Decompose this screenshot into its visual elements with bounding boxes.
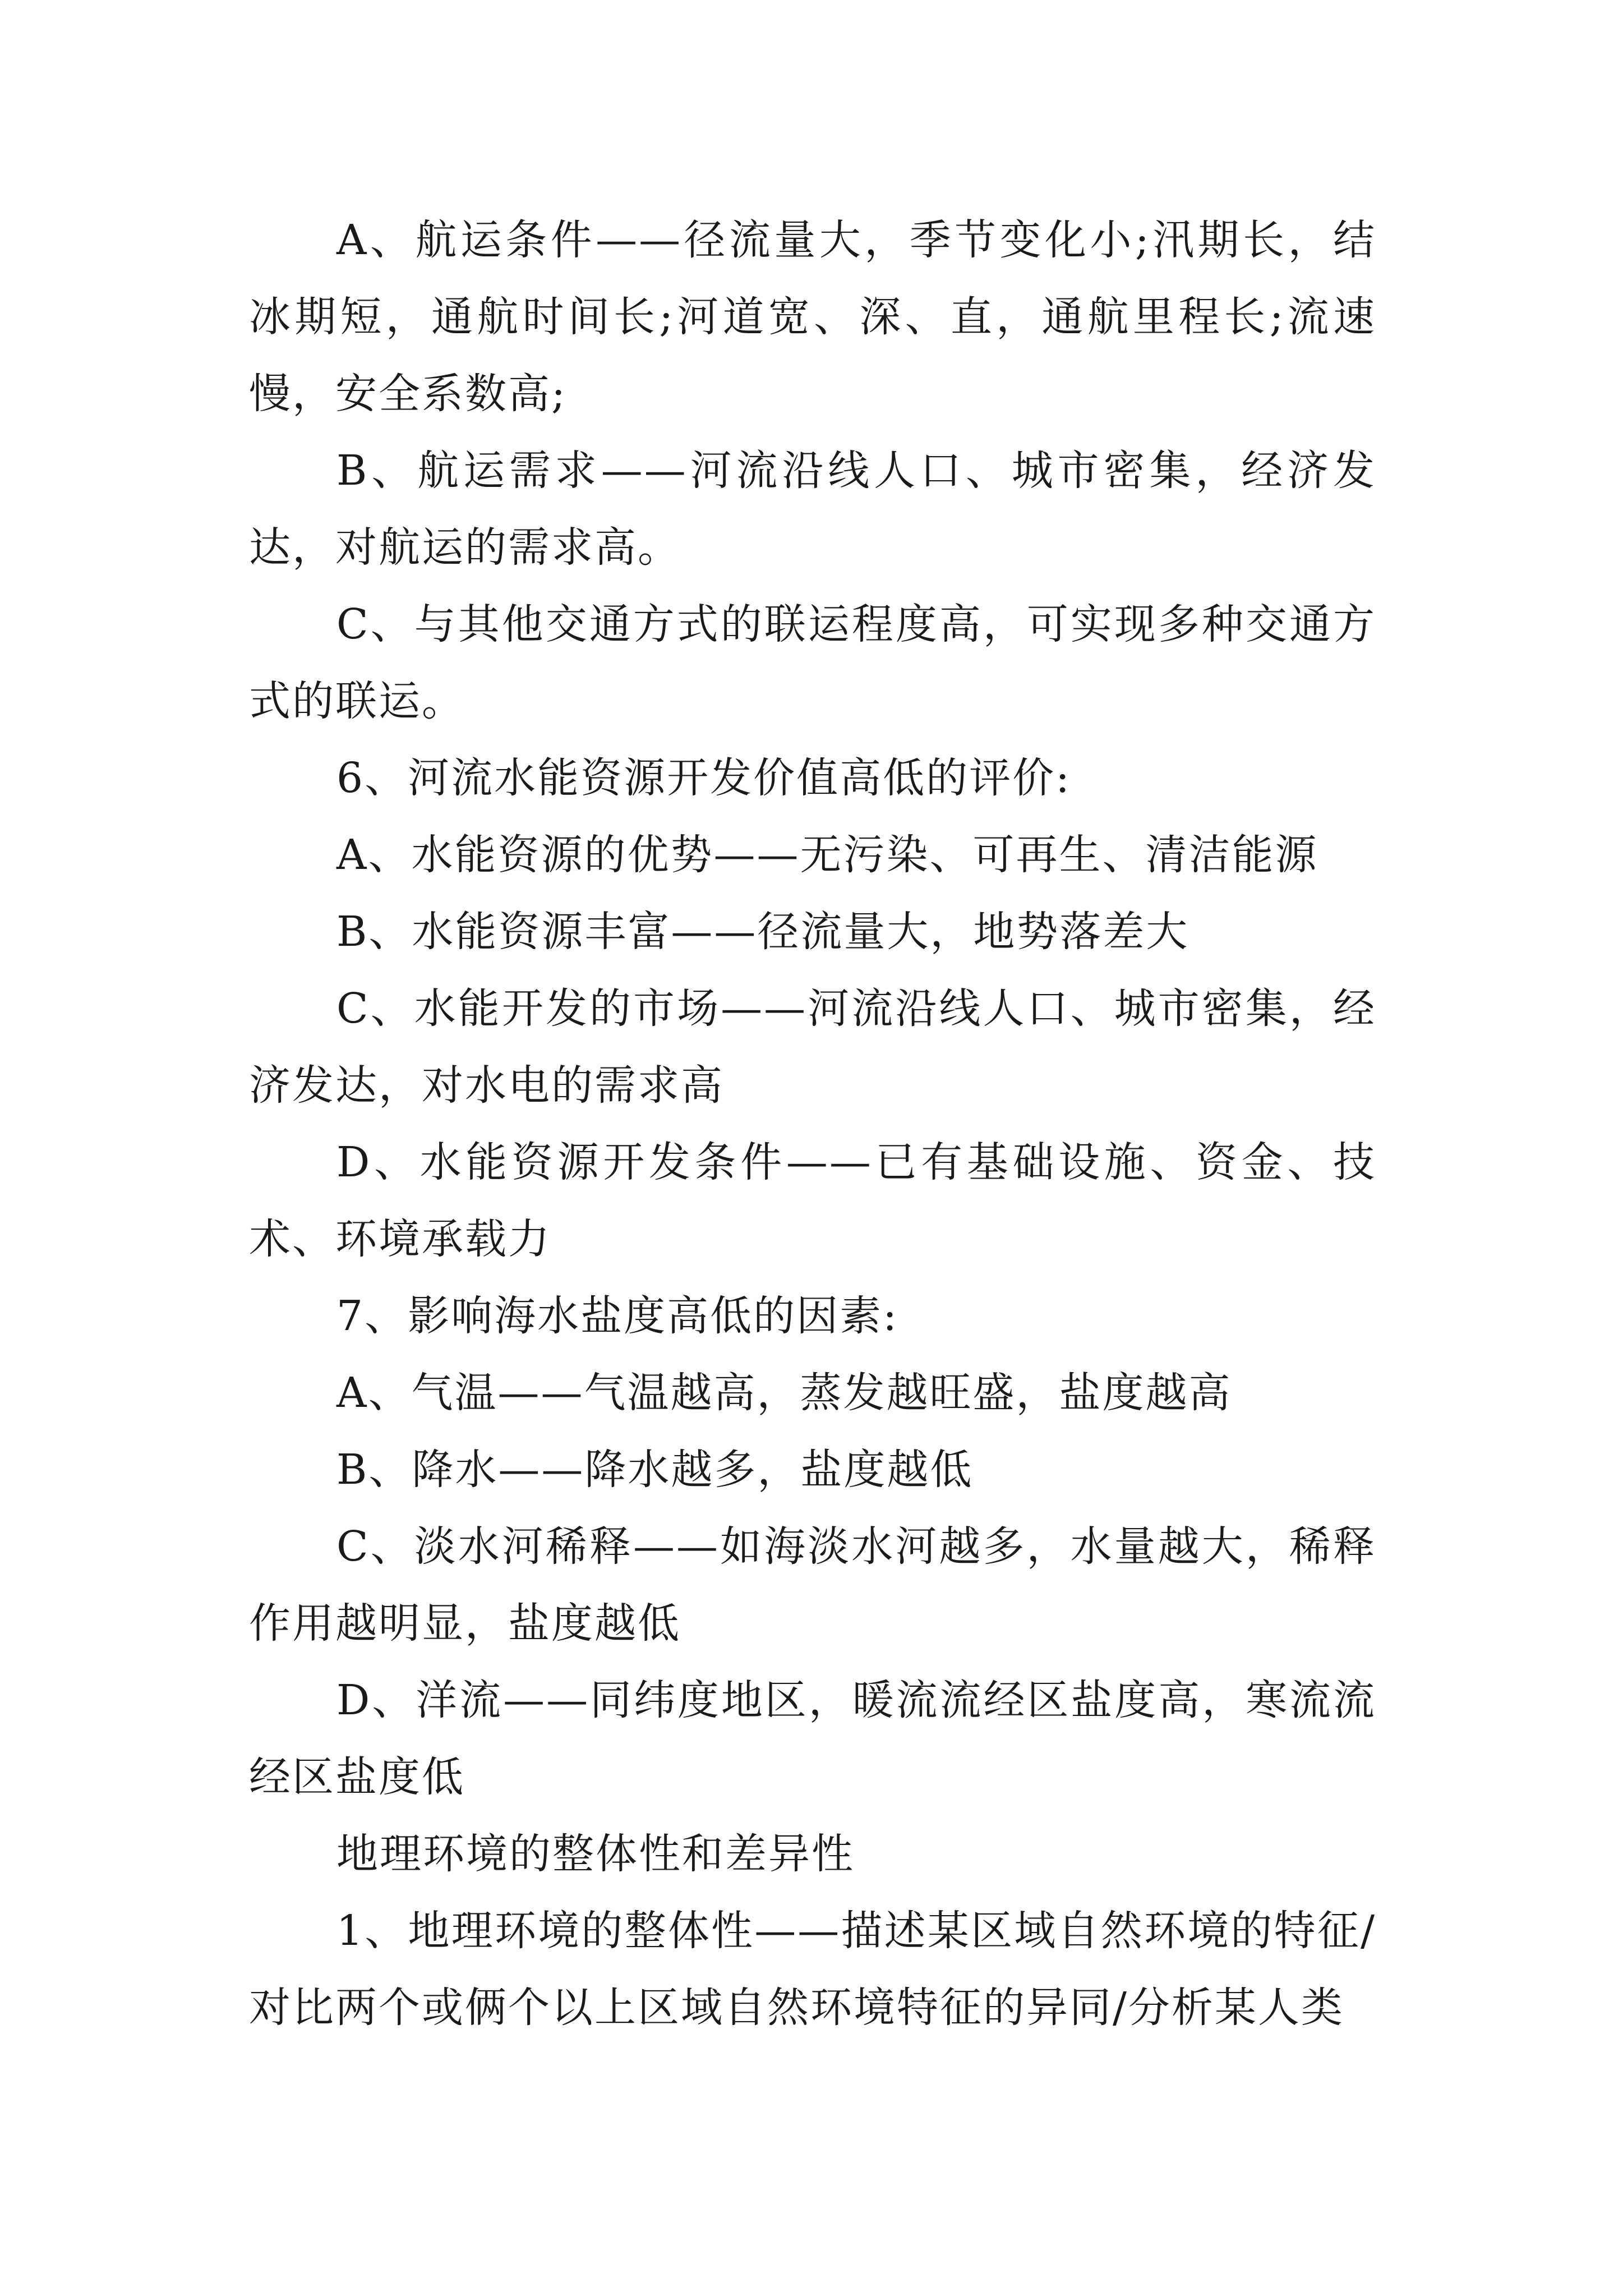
paragraph-hydropower-conditions: D、水能资源开发条件——已有基础设施、资金、技术、环境承载力 [249, 1138, 1376, 1263]
section-heading-geographic-environment: 地理环境的整体性和差异性 [336, 1830, 855, 1878]
paragraph-hydropower-market: C、水能开发的市场——河流沿线人口、城市密集，经济发达，对水电的需求高 [249, 984, 1376, 1110]
paragraph-environment-integrity: 1、地理环境的整体性——描述某区域自然环境的特征/对比两个或俩个以上区域自然环境特征的异同/分析某人类 [249, 1907, 1376, 2032]
heading-hydropower-evaluation: 6、河流水能资源开发价值高低的评价: [336, 754, 1072, 802]
paragraph-multimodal-transport: C、与其他交通方式的联运程度高，可实现多种交通方式的联运。 [249, 600, 1376, 725]
paragraph-hydropower-advantage: A、水能资源的优势——无污染、可再生、清洁能源 [336, 831, 1318, 879]
paragraph-hydropower-resources: B、水能资源丰富——径流量大，地势落差大 [336, 908, 1189, 956]
document-body [249, 202, 1376, 2046]
paragraph-salinity-freshwater: C、淡水河稀释——如海淡水河越多，水量越大，稀释作用越明显，盐度越低 [249, 1522, 1376, 1648]
heading-salinity-factors: 7、影响海水盐度高低的因素: [336, 1292, 899, 1340]
paragraph-navigation-demand: B、航运需求——河流沿线人口、城市密集，经济发达，对航运的需求高。 [249, 447, 1376, 572]
paragraph-salinity-temperature: A、气温——气温越高，蒸发越旺盛，盐度越高 [336, 1369, 1232, 1417]
paragraph-salinity-currents: D、洋流——同纬度地区，暖流流经区盐度高，寒流流经区盐度低 [249, 1676, 1376, 1801]
paragraph-navigation-conditions: A、航运条件——径流量大，季节变化小;汛期长，结冰期短，通航时间长;河道宽、深、直，通航里程长;流速慢，安全系数高; [249, 216, 1376, 418]
paragraph-salinity-precipitation: B、降水——降水越多，盐度越低 [336, 1446, 974, 1494]
